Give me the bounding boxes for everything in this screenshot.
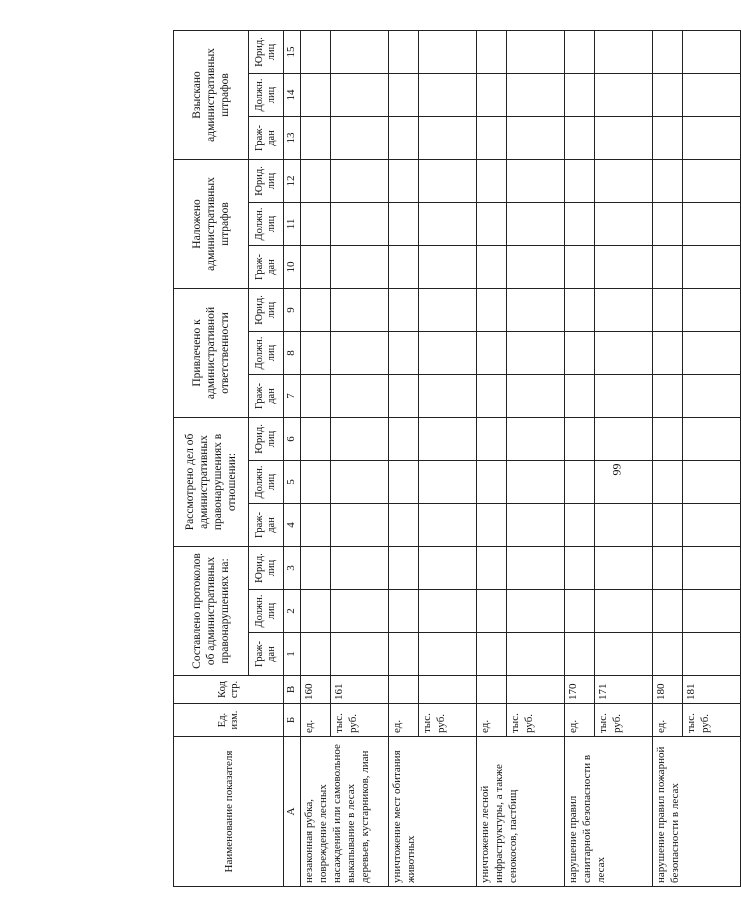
value-cell[interactable] [419, 417, 477, 460]
value-cell[interactable] [419, 460, 477, 503]
value-cell[interactable] [419, 288, 477, 331]
value-cell[interactable] [331, 202, 389, 245]
statistics-table [173, 30, 741, 887]
value-cell[interactable] [595, 73, 653, 116]
indicator-name: нарушение правил пожарной безопасности в лесах [653, 737, 741, 887]
value-cell[interactable] [301, 245, 331, 288]
column-number: 14 [284, 73, 301, 116]
header-subcolumn: Граж- дан [249, 116, 284, 159]
value-cell[interactable] [477, 159, 507, 202]
value-cell[interactable] [301, 633, 331, 676]
value-cell[interactable] [683, 245, 741, 288]
column-number: 4 [284, 503, 301, 546]
value-cell[interactable] [683, 30, 741, 73]
column-number: 9 [284, 288, 301, 331]
value-cell[interactable] [419, 202, 477, 245]
header-subcolumn: Юрид. лиц [249, 546, 284, 589]
value-cell[interactable] [389, 288, 419, 331]
column-number: 7 [284, 374, 301, 417]
value-cell[interactable] [419, 245, 477, 288]
value-cell[interactable] [683, 417, 741, 460]
value-cell[interactable] [389, 202, 419, 245]
value-cell[interactable] [565, 590, 595, 633]
header-subcolumn: Граж- дан [249, 245, 284, 288]
value-cell[interactable] [507, 245, 565, 288]
value-cell[interactable] [389, 374, 419, 417]
value-cell[interactable] [683, 460, 741, 503]
header-group: Составлено протоколов об административных правонарушениях на: [174, 546, 249, 675]
column-letter: Б [284, 704, 301, 737]
value-cell[interactable] [419, 331, 477, 374]
unit-cell: ед. [477, 704, 507, 737]
value-cell[interactable] [595, 245, 653, 288]
value-cell[interactable] [507, 633, 565, 676]
indicator-name: уничтожение мест обитания животных [389, 737, 477, 887]
value-cell[interactable] [507, 546, 565, 589]
value-cell[interactable] [653, 633, 683, 676]
header-subcolumn: Граж- дан [249, 503, 284, 546]
column-number: 11 [284, 202, 301, 245]
indicator-name: нарушение правил санитарной безопасности в лесах [565, 737, 653, 887]
value-cell[interactable] [683, 331, 741, 374]
value-cell[interactable] [653, 590, 683, 633]
value-cell[interactable] [477, 417, 507, 460]
value-cell[interactable] [595, 202, 653, 245]
value-cell[interactable] [301, 159, 331, 202]
value-cell[interactable] [507, 202, 565, 245]
code-cell: 161 [331, 676, 389, 704]
header-group: Привлечено к административной ответственности [174, 288, 249, 417]
table-row [565, 30, 595, 886]
header-group: Взыскано административных штрафов [174, 30, 249, 159]
value-cell[interactable] [683, 633, 741, 676]
column-number: 6 [284, 417, 301, 460]
value-cell[interactable] [653, 417, 683, 460]
column-letter: А [284, 737, 301, 887]
value-cell[interactable] [683, 374, 741, 417]
unit-cell: ед. [301, 704, 331, 737]
value-cell[interactable] [683, 159, 741, 202]
value-cell[interactable] [565, 633, 595, 676]
value-cell[interactable] [477, 374, 507, 417]
header-subcolumn: Юрид. лиц [249, 417, 284, 460]
value-cell[interactable] [389, 460, 419, 503]
code-cell [389, 676, 419, 704]
value-cell[interactable] [331, 633, 389, 676]
value-cell[interactable] [653, 202, 683, 245]
value-cell[interactable] [653, 30, 683, 73]
column-number: 12 [284, 159, 301, 202]
unit-cell: тыс. руб. [419, 704, 477, 737]
value-cell[interactable] [653, 159, 683, 202]
value-cell[interactable] [389, 159, 419, 202]
value-cell[interactable] [331, 73, 389, 116]
value-cell[interactable] [301, 546, 331, 589]
value-cell[interactable] [301, 73, 331, 116]
value-cell[interactable] [419, 590, 477, 633]
header-group: Рассмотрено дел об административных правонарушениях в отношении: [174, 417, 249, 546]
value-cell[interactable] [595, 374, 653, 417]
value-cell[interactable] [301, 288, 331, 331]
value-cell[interactable] [419, 633, 477, 676]
header-subcolumn: Должн. лиц [249, 590, 284, 633]
value-cell[interactable] [565, 245, 595, 288]
value-cell[interactable] [507, 159, 565, 202]
header-indicator: Наименование показателя [174, 737, 284, 887]
value-cell[interactable] [477, 633, 507, 676]
value-cell[interactable] [507, 503, 565, 546]
value-cell[interactable] [507, 417, 565, 460]
value-cell[interactable] [683, 116, 741, 159]
value-cell[interactable] [565, 30, 595, 73]
value-cell[interactable] [653, 546, 683, 589]
value-cell[interactable] [331, 590, 389, 633]
value-cell[interactable] [389, 417, 419, 460]
indicator-name: незаконная рубка, повреждение лесных насаждений или самовольное выкапывание в лесах деревьев, кустарников, лиан [301, 737, 389, 887]
column-number: 2 [284, 590, 301, 633]
header-subcolumn: Должн. лиц [249, 331, 284, 374]
value-cell[interactable] [389, 73, 419, 116]
value-cell[interactable] [565, 288, 595, 331]
code-cell [507, 676, 565, 704]
value-cell[interactable] [507, 331, 565, 374]
value-cell[interactable] [389, 30, 419, 73]
value-cell[interactable] [301, 331, 331, 374]
value-cell[interactable] [683, 73, 741, 116]
table-row [389, 30, 419, 886]
value-cell[interactable] [595, 546, 653, 589]
header-subcolumn: Должн. лиц [249, 73, 284, 116]
unit-cell: ед. [653, 704, 683, 737]
value-cell[interactable] [389, 331, 419, 374]
value-cell[interactable] [595, 159, 653, 202]
code-cell: 170 [565, 676, 595, 704]
value-cell[interactable] [653, 374, 683, 417]
value-cell[interactable] [683, 202, 741, 245]
value-cell[interactable] [683, 288, 741, 331]
value-cell[interactable] [507, 460, 565, 503]
value-cell[interactable] [507, 30, 565, 73]
value-cell[interactable] [507, 590, 565, 633]
header-subcolumn: Юрид. лиц [249, 30, 284, 73]
value-cell[interactable] [653, 331, 683, 374]
value-cell[interactable] [301, 30, 331, 73]
value-cell[interactable] [389, 546, 419, 589]
code-cell: 171 [595, 676, 653, 704]
column-number: 8 [284, 331, 301, 374]
value-cell[interactable] [653, 73, 683, 116]
value-cell[interactable] [565, 374, 595, 417]
value-cell[interactable] [653, 288, 683, 331]
value-cell[interactable] [477, 245, 507, 288]
value-cell[interactable] [565, 116, 595, 159]
value-cell[interactable] [477, 288, 507, 331]
value-cell[interactable] [477, 503, 507, 546]
value-cell[interactable] [595, 633, 653, 676]
value-cell[interactable] [653, 503, 683, 546]
value-cell[interactable] [683, 590, 741, 633]
value-cell[interactable] [389, 503, 419, 546]
value-cell[interactable] [683, 503, 741, 546]
value-cell[interactable] [331, 460, 389, 503]
value-cell[interactable] [565, 202, 595, 245]
value-cell[interactable] [331, 546, 389, 589]
value-cell[interactable] [419, 374, 477, 417]
value-cell[interactable] [301, 417, 331, 460]
code-cell [419, 676, 477, 704]
header-subcolumn: Юрид. лиц [249, 159, 284, 202]
table-row [477, 30, 507, 886]
header-subcolumn: Должн. лиц [249, 460, 284, 503]
indicator-name: уничтожение лесной инфраструктуры, а также сенокосов, пастбищ [477, 737, 565, 887]
value-cell[interactable] [683, 546, 741, 589]
value-cell[interactable] [507, 374, 565, 417]
header-subcolumn: Граж- дан [249, 374, 284, 417]
column-number: 1 [284, 633, 301, 676]
unit-cell: тыс. руб. [507, 704, 565, 737]
value-cell[interactable] [301, 202, 331, 245]
value-cell[interactable] [507, 73, 565, 116]
code-cell: 160 [301, 676, 331, 704]
value-cell[interactable] [565, 503, 595, 546]
value-cell[interactable] [331, 116, 389, 159]
unit-cell: ед. [565, 704, 595, 737]
value-cell[interactable] [595, 288, 653, 331]
unit-cell: тыс. руб. [683, 704, 741, 737]
value-cell[interactable] [565, 73, 595, 116]
value-cell[interactable] [419, 503, 477, 546]
column-number: 5 [284, 460, 301, 503]
value-cell[interactable] [419, 73, 477, 116]
value-cell[interactable] [477, 590, 507, 633]
value-cell[interactable] [595, 30, 653, 73]
value-cell[interactable] [565, 460, 595, 503]
value-cell[interactable] [301, 374, 331, 417]
value-cell[interactable] [653, 245, 683, 288]
table-row [653, 30, 683, 886]
unit-cell: тыс. руб. [331, 704, 389, 737]
value-cell[interactable] [595, 331, 653, 374]
value-cell[interactable] [507, 116, 565, 159]
value-cell[interactable] [301, 590, 331, 633]
column-letter: В [284, 676, 301, 704]
column-number: 3 [284, 546, 301, 589]
value-cell[interactable] [507, 288, 565, 331]
value-cell[interactable] [477, 202, 507, 245]
value-cell[interactable] [419, 116, 477, 159]
table-row [301, 30, 331, 886]
value-cell[interactable] [301, 460, 331, 503]
header-group: Наложено административных штрафов [174, 159, 249, 288]
value-cell[interactable] [331, 30, 389, 73]
value-cell[interactable] [389, 590, 419, 633]
value-cell[interactable] [565, 159, 595, 202]
value-cell[interactable] [477, 460, 507, 503]
value-cell[interactable] [653, 116, 683, 159]
code-cell [477, 676, 507, 704]
value-cell[interactable] [477, 116, 507, 159]
value-cell[interactable] [389, 633, 419, 676]
value-cell[interactable] [595, 417, 653, 460]
header-code: Код стр. [174, 676, 284, 704]
code-cell: 180 [653, 676, 683, 704]
value-cell[interactable] [419, 546, 477, 589]
rotated-table-container [173, 31, 713, 887]
value-cell[interactable] [653, 460, 683, 503]
value-cell[interactable] [477, 331, 507, 374]
value-cell[interactable] [477, 30, 507, 73]
value-cell[interactable] [331, 503, 389, 546]
header-subcolumn: Должн. лиц [249, 202, 284, 245]
value-cell[interactable] [331, 245, 389, 288]
value-cell[interactable] [389, 116, 419, 159]
value-cell[interactable] [419, 159, 477, 202]
value-cell[interactable] [301, 116, 331, 159]
value-cell[interactable] [389, 245, 419, 288]
value-cell[interactable] [331, 288, 389, 331]
header-subcolumn: Граж- дан [249, 633, 284, 676]
value-cell[interactable] [331, 159, 389, 202]
value-cell[interactable] [331, 331, 389, 374]
page-number: 99 [609, 463, 624, 476]
value-cell[interactable] [419, 30, 477, 73]
value-cell[interactable] [301, 503, 331, 546]
header-subcolumn: Юрид. лиц [249, 288, 284, 331]
value-cell[interactable] [595, 503, 653, 546]
value-cell[interactable] [477, 546, 507, 589]
column-number: 10 [284, 245, 301, 288]
unit-cell: тыс. руб. [595, 704, 653, 737]
value-cell[interactable] [477, 73, 507, 116]
header-unit: Ед. изм. [174, 704, 284, 737]
value-cell[interactable] [565, 417, 595, 460]
code-cell: 181 [683, 676, 741, 704]
value-cell[interactable] [565, 546, 595, 589]
value-cell[interactable] [565, 331, 595, 374]
unit-cell: ед. [389, 704, 419, 737]
value-cell[interactable] [331, 417, 389, 460]
value-cell[interactable] [595, 590, 653, 633]
column-number: 15 [284, 30, 301, 73]
value-cell[interactable] [595, 116, 653, 159]
column-number: 13 [284, 116, 301, 159]
value-cell[interactable] [331, 374, 389, 417]
